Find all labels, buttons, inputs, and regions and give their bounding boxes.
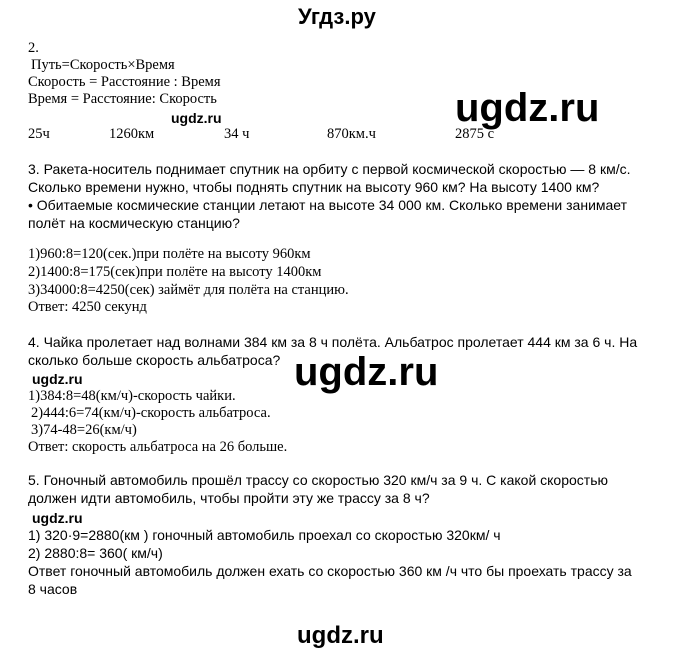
task5-step: 2) 2880:8= 360( км/ч): [28, 545, 163, 561]
task2-answer-4: 870км.ч: [327, 126, 376, 142]
task2-formula-path: Путь=Скорость×Время: [31, 57, 175, 73]
watermark-footer: ugdz.ru: [297, 622, 384, 649]
task4-answer: Ответ: скорость альбатроса на 26 больше.: [28, 439, 288, 455]
task3-answer: Ответ: 4250 секунд: [28, 299, 147, 315]
task2-formula-time: Время = Расстояние: Скорость: [28, 91, 217, 107]
task3-question-line: полёт на космическую станцию?: [28, 215, 240, 231]
task4-step: 2)444:6=74(км/ч)-скорость альбатроса.: [31, 405, 271, 421]
task2-number: 2.: [28, 40, 39, 56]
task5-question-line: 5. Гоночный автомобиль прошёл трассу со скоростью 320 км/ч за 9 ч. С какой скоростью: [28, 472, 608, 488]
task4-step: 1)384:8=48(км/ч)-скорость чайки.: [28, 388, 236, 404]
task2-answer-2: 1260км: [109, 126, 155, 142]
task3-step: 2)1400:8=175(сек)при полёте на высоту 1400км: [28, 264, 322, 280]
task5-answer-line: Ответ гоночный автомобиль должен ехать со скоростью 360 км /ч что бы проехать трассу за: [28, 563, 632, 579]
task3-question-line: • Обитаемые космические станции летают на высоте 34 000 км. Сколько времени занимает: [28, 197, 628, 213]
watermark-small: ugdz.ru: [32, 510, 83, 526]
task5-step: 1) 320·9=2880(км ) гоночный автомобиль проехал со скоростью 320км/ ч: [28, 527, 501, 543]
task5-answer-line: 8 часов: [28, 581, 78, 597]
task2-answer-3: 34 ч: [224, 126, 250, 142]
task4-question-line: 4. Чайка пролетает над волнами 384 км за 8 ч полёта. Альбатрос пролетает 444 км за 6 ч. На: [28, 334, 638, 350]
task4-question-line: сколько больше скорость альбатроса?: [28, 352, 281, 368]
task3-question-line: Сколько времени нужно, чтобы поднять спутник на высоту 960 км? На высоту 1400 км?: [28, 179, 600, 195]
watermark-big: ugdz.ru: [455, 86, 600, 130]
task2-answer-1: 25ч: [28, 126, 50, 142]
watermark-big: ugdz.ru: [294, 350, 439, 394]
watermark-small: ugdz.ru: [32, 371, 83, 387]
task4-step: 3)74-48=26(км/ч): [31, 422, 137, 438]
task2-answer-5: 2875 с: [455, 126, 495, 142]
watermark-small: ugdz.ru: [171, 110, 222, 126]
site-header-title: Угдз.ру: [298, 4, 376, 29]
task3-question-line: 3. Ракета-носитель поднимает спутник на орбиту с первой космической скоростью — 8 км/с.: [28, 161, 631, 177]
task3-step: 3)34000:8=4250(сек) займёт для полёта на станцию.: [28, 282, 349, 298]
task3-step: 1)960:8=120(сек.)при полёте на высоту 960км: [28, 246, 311, 262]
task5-question-line: должен идти автомобиль, чтобы пройти эту же трассу за 8 ч?: [28, 490, 430, 506]
task2-formula-speed: Скорость = Расстояние : Время: [28, 74, 221, 90]
